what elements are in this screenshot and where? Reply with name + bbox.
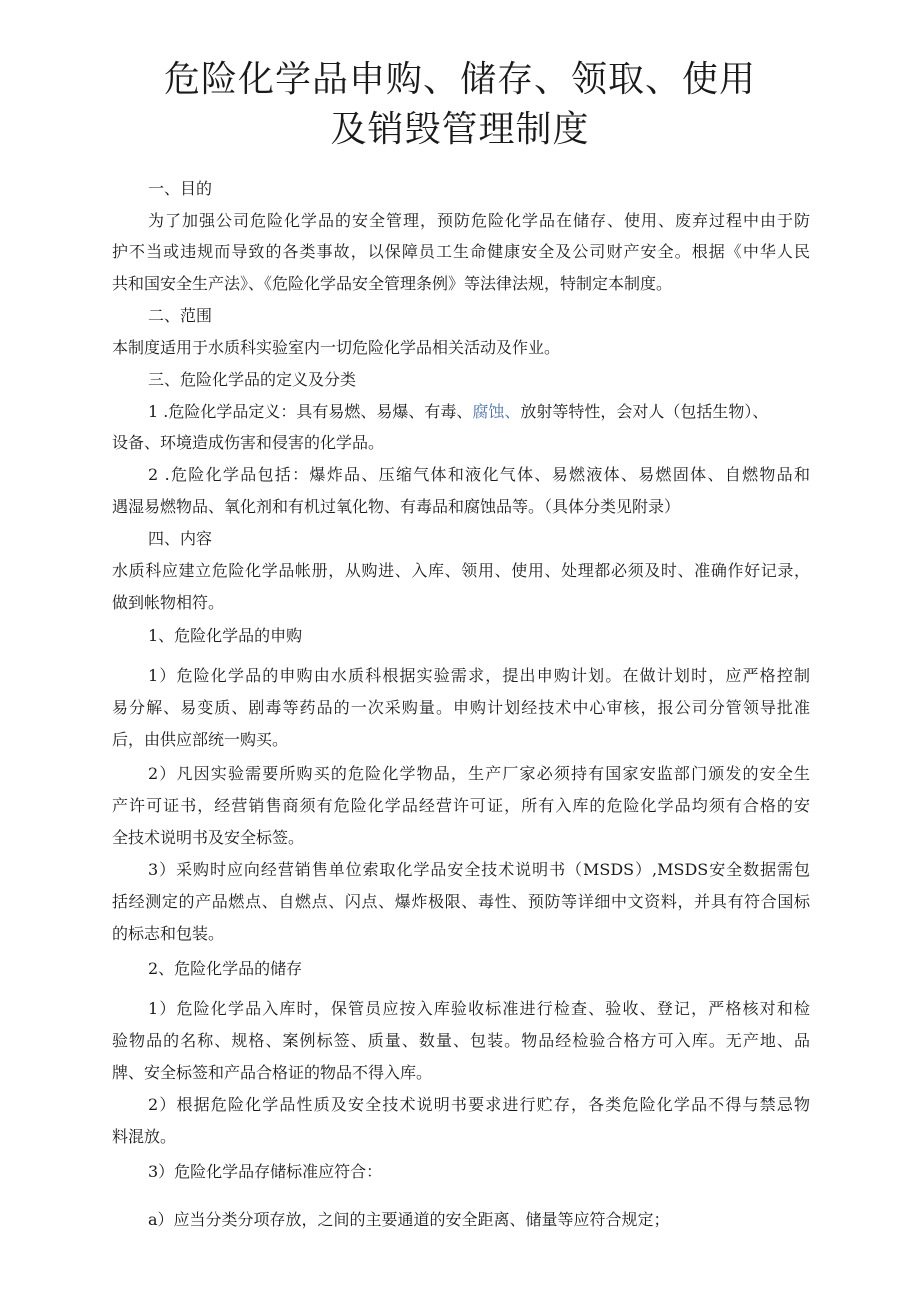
subsection-heading-purchase: 1、危险化学品的申购 <box>148 626 303 645</box>
document-title-line-1: 危险化学品申购、储存、领取、使用 <box>163 59 756 100</box>
paragraph-line: 2）凡因实验需要所购买的危险化学物品，生产厂家必须持有国家安监部门颁发的安全生 <box>148 764 810 783</box>
paragraph-line: 本制度适用于水质科实验室内一切危险化学品相关活动及作业。 <box>112 338 561 357</box>
paragraph-line: 遇湿易燃物品、氧化剂和有机过氧化物、有毒品和腐蚀品等。（具体分类见附录） <box>112 497 681 516</box>
document-title-line-2: 及销毁管理制度 <box>330 109 590 150</box>
section-heading-definition: 三、危险化学品的定义及分类 <box>148 370 357 389</box>
paragraph-line: 后，由供应部统一购买。 <box>112 730 289 749</box>
paragraph-line: 全技术说明书及安全标签。 <box>112 828 305 847</box>
definition-item-1-text: 1 .危险化学品定义：具有易燃、易爆、有毒、 <box>148 402 473 421</box>
definition-item-1 <box>148 404 768 420</box>
definition-item-2: 2 .危险化学品包括：爆炸品、压缩气体和液化气体、易燃液体、易燃固体、自燃物品和 <box>148 465 810 484</box>
paragraph-line: 括经测定的产品燃点、自燃点、闪点、爆炸极限、毒性、预防等详细中文资料，并具有符合国标 <box>112 892 810 911</box>
paragraph-line: 验物品的名称、规格、案例标签、质量、数量、包装。物品经检验合格方可入库。无产地、品 <box>112 1031 810 1050</box>
paragraph-line: 护不当或违规而导致的各类事故，以保障员工生命健康安全及公司财产安全。根据《中华人民 <box>112 242 810 261</box>
paragraph-line: 3）危险化学品存储标准应符合： <box>148 1162 383 1181</box>
paragraph-line: 产许可证书，经营销售商须有危险化学品经营许可证，所有入库的危险化学品均须有合格的安 <box>112 796 810 815</box>
paragraph-line: 共和国安全生产法》、《危险化学品安全管理条例》等法律法规，特制定本制度。 <box>112 274 673 293</box>
section-heading-content: 四、内容 <box>148 529 213 548</box>
paragraph-line: 3）采购时应向经营销售单位索取化学品安全技术说明书（MSDS）,MSDS安全数据需包 <box>148 860 810 879</box>
paragraph-line: 牌、安全标签和产品合格证的物品不得入库。 <box>112 1063 433 1082</box>
paragraph-line: 2）根据危险化学品性质及安全技术说明书要求进行贮存，各类危险化学品不得与禁忌物 <box>148 1095 810 1114</box>
paragraph-line: 1）危险化学品入库时，保管员应按入库验收标准进行检查、验收、登记，严格核对和检 <box>148 999 810 1018</box>
paragraph-line: 易分解、易变质、剧毒等药品的一次采购量。申购计划经技术中心审核，报公司分管领导批准 <box>112 698 810 717</box>
paragraph-line: 水质科应建立危险化学品帐册，从购进、入库、领用、使用、处理都必须及时、准确作好记录， <box>112 561 810 580</box>
subsection-heading-storage: 2、危险化学品的储存 <box>148 959 303 978</box>
paragraph-line: a）应当分类分项存放，之间的主要通道的安全距离、储量等应符合规定； <box>148 1210 670 1229</box>
paragraph-line: 为了加强公司危险化学品的安全管理，预防危险化学品在储存、使用、废弃过程中由于防 <box>148 211 810 230</box>
paragraph-line: 料混放。 <box>112 1127 177 1146</box>
definition-item-1-text-end: 放射等特性，会对人（包括生物）、 <box>520 402 769 421</box>
paragraph-line: 做到帐物相符。 <box>112 593 225 612</box>
section-heading-purpose: 一、目的 <box>148 179 213 198</box>
paragraph-line: 设备、环境造成伤害和侵害的化学品。 <box>112 433 385 452</box>
paragraph-line: 的标志和包装。 <box>112 924 225 943</box>
definition-item-1-highlight: 腐蚀、 <box>472 402 521 421</box>
paragraph-line: 1）危险化学品的申购由水质科根据实验需求，提出申购计划。在做计划时，应严格控制 <box>148 666 810 685</box>
section-heading-scope: 二、范围 <box>148 306 213 325</box>
